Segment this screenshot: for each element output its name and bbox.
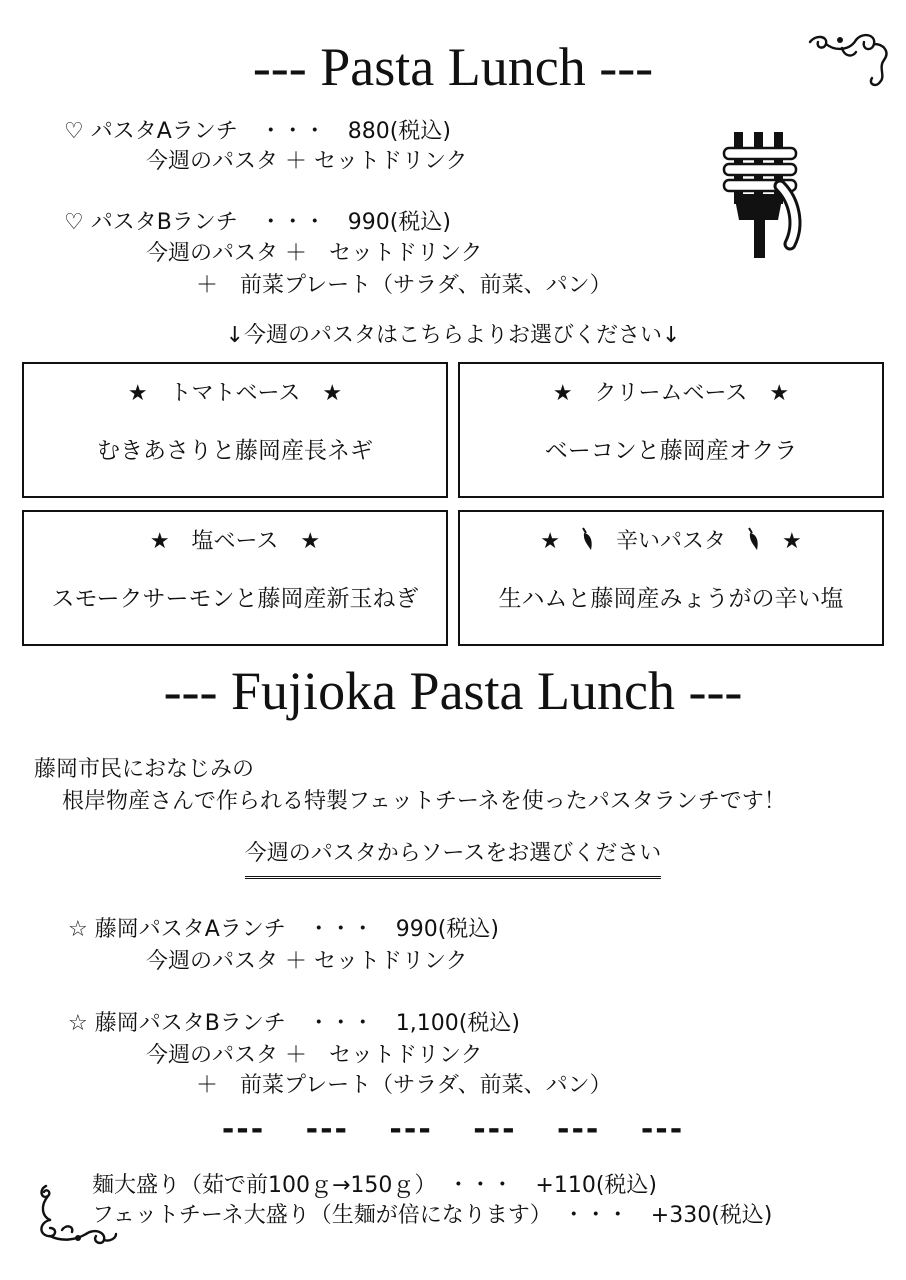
pasta-a-lunch-detail: 今週のパスタ ＋ セットドリンク xyxy=(146,149,468,174)
tomato-base-heading: ★ トマトベース ★ xyxy=(127,381,343,406)
fujioka-pasta-lunch-title: --- Fujioka Pasta Lunch --- xyxy=(163,661,743,721)
option-large-noodles: 麺大盛り（茹で前100ｇ→150ｇ） ・・・ +110(税込) xyxy=(92,1173,658,1198)
spicy-pasta-name: 生ハムと藤岡産みょうがの辛い塩 xyxy=(498,586,844,612)
ornament-bottom-left-icon xyxy=(32,1180,122,1246)
cream-base-heading: ★ クリームベース ★ xyxy=(552,381,790,406)
salt-base-heading: ★ 塩ベース ★ xyxy=(149,529,321,554)
option-large-fettuccine: フェットチーネ大盛り（生麺が倍になります） ・・・ +330(税込) xyxy=(92,1203,773,1228)
pasta-lunch-title: --- Pasta Lunch --- xyxy=(252,37,654,97)
salt-base-pasta: スモークサーモンと藤岡産新玉ねぎ xyxy=(51,586,419,612)
spicy-star-left: ★ xyxy=(540,529,560,554)
spicy-pasta-heading xyxy=(460,524,882,555)
pasta-b-lunch-detail: 今週のパスタ ＋ セットドリンク xyxy=(146,241,483,266)
cream-base-box xyxy=(458,362,884,498)
chili-pepper-icon xyxy=(743,526,765,552)
fujioka-b-lunch-detail-2: ＋ 前菜プレート（サラダ、前菜、パン） xyxy=(196,1073,612,1098)
pasta-b-lunch-detail-2: ＋ 前菜プレート（サラダ、前菜、パン） xyxy=(196,273,612,298)
tomato-base-box xyxy=(22,362,448,498)
intro-line-1: 藤岡市民におなじみの xyxy=(34,757,255,782)
section-divider: --- --- --- --- --- --- xyxy=(221,1112,685,1147)
intro-line-2: 根岸物産さんで作られる特製フェットチーネを使ったパスタランチです！ xyxy=(62,789,786,814)
choose-pasta-note: ↓今週のパスタはこちらよりお選びください↓ xyxy=(225,323,681,348)
tomato-base-pasta: むきあさりと藤岡産長ネギ xyxy=(97,438,373,464)
choose-sauce-note: 今週のパスタからソースをお選びください xyxy=(245,841,661,879)
fujioka-a-lunch-name: ☆ 藤岡パスタAランチ ・・・ 990(税込) xyxy=(68,917,499,942)
pasta-a-lunch-name: ♡ パスタAランチ ・・・ 880(税込) xyxy=(64,119,451,144)
spicy-star-right: ★ xyxy=(782,529,802,554)
chili-pepper-icon xyxy=(577,526,599,552)
pasta-b-lunch-name: ♡ パスタBランチ ・・・ 990(税込) xyxy=(64,210,451,235)
fork-with-pasta-icon xyxy=(718,124,808,264)
fujioka-b-lunch-name: ☆ 藤岡パスタBランチ ・・・ 1,100(税込) xyxy=(68,1011,520,1036)
fujioka-b-lunch-detail: 今週のパスタ ＋ セットドリンク xyxy=(146,1043,483,1068)
salt-base-box xyxy=(22,510,448,646)
cream-base-pasta: ベーコンと藤岡産オクラ xyxy=(544,438,798,464)
spicy-heading-text: 辛いパスタ xyxy=(615,529,726,554)
fujioka-a-lunch-detail: 今週のパスタ ＋ セットドリンク xyxy=(146,949,468,974)
spicy-pasta-box xyxy=(458,510,884,646)
